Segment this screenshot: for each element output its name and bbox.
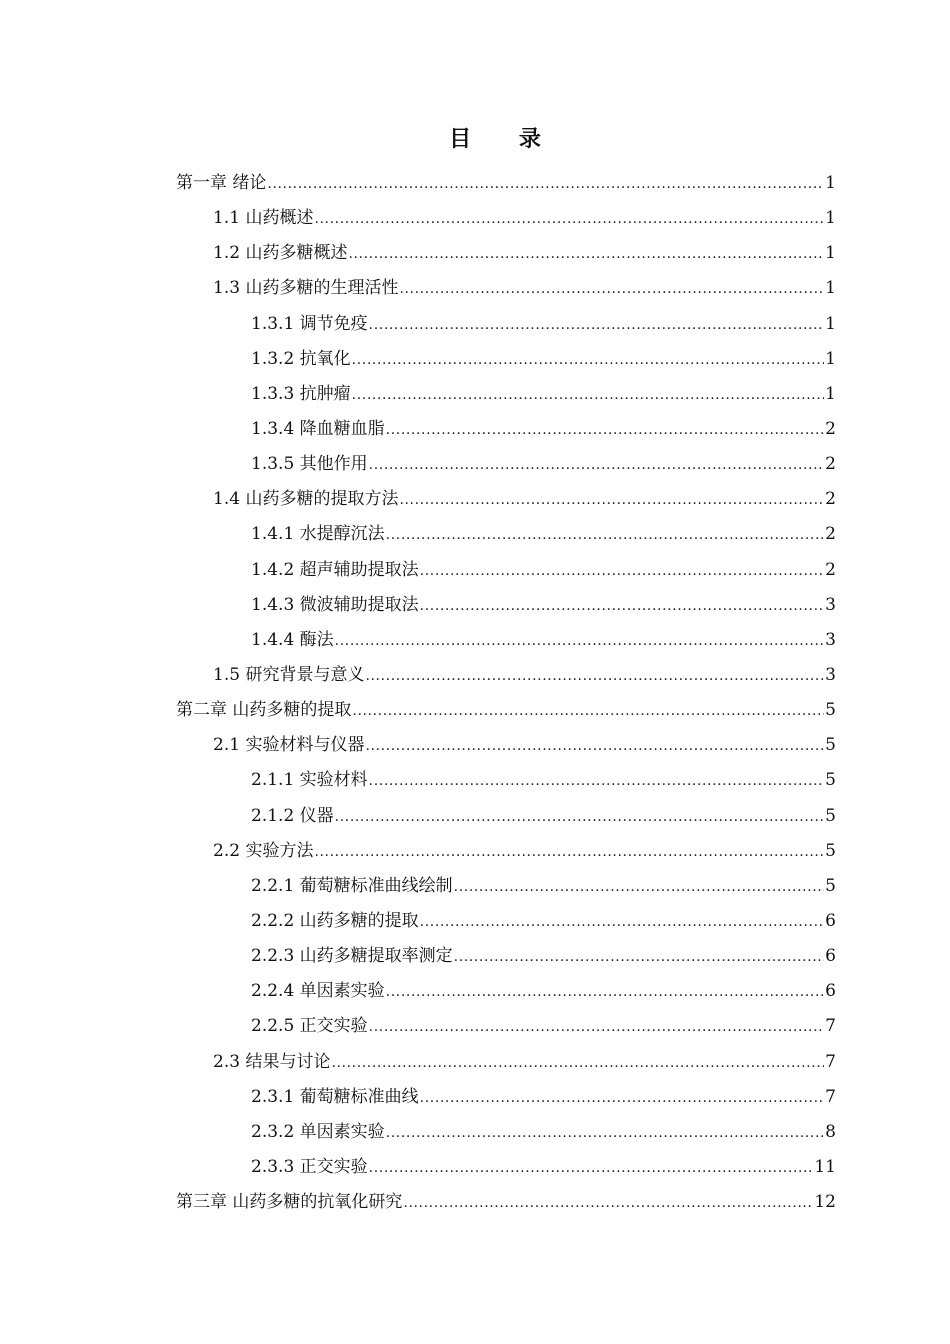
toc-entry-page-number: 2 — [825, 418, 836, 439]
dot-leader — [369, 1010, 825, 1045]
toc-entry[interactable] — [176, 658, 836, 693]
toc-entry[interactable] — [176, 412, 836, 447]
dot-leader — [365, 729, 824, 764]
toc-entry-label: 2.3.3 正交实验 — [251, 1156, 368, 1177]
toc-entry-page-number: 1 — [825, 313, 836, 334]
dot-leader — [365, 659, 824, 694]
toc-entry-label: 1.5 研究背景与意义 — [213, 664, 365, 685]
toc-entry-page-number: 5 — [825, 805, 836, 826]
toc-entry-page-number: 1 — [825, 278, 836, 299]
toc-entry[interactable] — [176, 271, 836, 306]
toc-entry-page-number: 5 — [825, 770, 836, 791]
toc-entry-page-number: 1 — [825, 348, 836, 369]
toc-entry-label: 1.4.4 酶法 — [251, 629, 334, 650]
dot-leader — [369, 1151, 814, 1186]
dot-leader — [369, 764, 825, 799]
toc-entry[interactable] — [176, 517, 836, 552]
dot-leader — [420, 905, 825, 940]
dot-leader — [352, 343, 825, 378]
toc-entry-page-number: 6 — [825, 946, 836, 967]
toc-entry-page-number: 3 — [825, 594, 836, 615]
toc-entry[interactable] — [176, 904, 836, 939]
toc-entry[interactable] — [176, 588, 836, 623]
toc-entry[interactable] — [176, 1185, 836, 1220]
dot-leader — [399, 483, 824, 518]
dot-leader — [420, 589, 825, 624]
toc-entry-page-number: 3 — [825, 664, 836, 685]
toc-entry-page-number: 12 — [814, 1192, 836, 1213]
toc-entry-label: 2.3.2 单因素实验 — [251, 1121, 385, 1142]
toc-entry-label: 1.3.3 抗肿瘤 — [251, 383, 351, 404]
toc-entry-label: 2.2.1 葡萄糖标准曲线绘制 — [251, 875, 453, 896]
toc-entry[interactable] — [176, 201, 836, 236]
toc-entry-page-number: 2 — [825, 524, 836, 545]
toc-entry-page-number: 5 — [825, 840, 836, 861]
dot-leader — [335, 800, 825, 835]
dot-leader — [454, 940, 825, 975]
dot-leader — [369, 448, 825, 483]
toc-entry-label: 2.3 结果与讨论 — [213, 1051, 331, 1072]
toc-entry-label: 1.3 山药多糖的生理活性 — [213, 278, 399, 299]
dot-leader — [267, 167, 824, 202]
toc-entry[interactable] — [176, 342, 836, 377]
toc-entry[interactable] — [176, 482, 836, 517]
toc-entry-page-number: 1 — [825, 208, 836, 229]
toc-entry[interactable] — [176, 236, 836, 271]
toc-entry-label: 1.4 山药多糖的提取方法 — [213, 489, 399, 510]
toc-entry-page-number: 2 — [825, 559, 836, 580]
dot-leader — [386, 975, 825, 1010]
toc-entry[interactable] — [176, 834, 836, 869]
dot-leader — [369, 308, 825, 343]
toc-entry-page-number: 2 — [825, 454, 836, 475]
toc-entry[interactable] — [176, 728, 836, 763]
toc-entry-label: 1.4.2 超声辅助提取法 — [251, 559, 419, 580]
dot-leader — [331, 1046, 824, 1081]
dot-leader — [454, 870, 825, 905]
dot-leader — [420, 1081, 825, 1116]
toc-entry-label: 第一章 绪论 — [176, 173, 267, 193]
toc-entry-page-number: 2 — [825, 489, 836, 510]
toc-entry-label: 第二章 山药多糖的提取 — [176, 700, 352, 721]
dot-leader — [386, 518, 825, 553]
dot-leader — [403, 1186, 813, 1221]
toc-entry-page-number: 7 — [825, 1086, 836, 1107]
toc-entry[interactable] — [176, 1115, 836, 1150]
dot-leader — [335, 624, 825, 659]
toc-entry-page-number: 5 — [825, 700, 836, 721]
toc-entry[interactable] — [176, 447, 836, 482]
toc-entry-label: 2.1.1 实验材料 — [251, 770, 368, 791]
toc-entry[interactable] — [176, 799, 836, 834]
toc-entry-label: 2.2.2 山药多糖的提取 — [251, 910, 419, 931]
toc-entry[interactable] — [176, 763, 836, 798]
toc-entry-label: 1.4.3 微波辅助提取法 — [251, 594, 419, 615]
dot-leader — [386, 413, 825, 448]
toc-entry[interactable] — [176, 623, 836, 658]
toc-entry-page-number: 1 — [825, 383, 836, 404]
toc-entry-page-number: 1 — [825, 243, 836, 264]
dot-leader — [348, 237, 824, 272]
toc-entry-page-number: 8 — [825, 1121, 836, 1142]
dot-leader — [399, 272, 824, 307]
toc-entry-page-number: 7 — [825, 1016, 836, 1037]
toc-entry-label: 1.4.1 水提醇沉法 — [251, 524, 385, 545]
page-title: 目 录 — [449, 127, 561, 152]
toc-entry[interactable] — [176, 307, 836, 342]
toc-entry-page-number: 1 — [825, 173, 836, 193]
dot-leader — [386, 1116, 825, 1151]
toc-entry-label: 2.2 实验方法 — [213, 840, 314, 861]
toc-entry-page-number: 7 — [825, 1051, 836, 1072]
toc-entry-label: 1.3.4 降血糖血脂 — [251, 418, 385, 439]
toc-entry-page-number: 11 — [814, 1156, 836, 1177]
toc-entry-page-number: 6 — [825, 981, 836, 1002]
toc-entry[interactable] — [176, 1080, 836, 1115]
toc-entry-label: 2.2.3 山药多糖提取率测定 — [251, 946, 453, 967]
toc-entry[interactable] — [176, 553, 836, 588]
toc-entry-label: 1.3.5 其他作用 — [251, 454, 368, 475]
dot-leader — [420, 554, 825, 589]
dot-leader — [314, 202, 824, 237]
toc-entry-page-number: 5 — [825, 875, 836, 896]
toc-entry[interactable] — [176, 974, 836, 1009]
toc-entry-label: 第三章 山药多糖的抗氧化研究 — [176, 1192, 403, 1213]
toc-entry[interactable] — [176, 377, 836, 412]
toc-entry-label: 2.2.4 单因素实验 — [251, 981, 385, 1002]
toc-entry[interactable] — [176, 1150, 836, 1185]
toc-entry-label: 1.2 山药多糖概述 — [213, 243, 348, 264]
toc-entry[interactable] — [176, 693, 836, 728]
toc-entry-page-number: 6 — [825, 910, 836, 931]
toc-entry-label: 2.1.2 仪器 — [251, 805, 334, 826]
toc-entry[interactable] — [176, 1009, 836, 1044]
dot-leader — [352, 378, 825, 413]
toc-entry-label: 2.1 实验材料与仪器 — [213, 735, 365, 756]
toc-entry[interactable] — [176, 166, 836, 201]
toc-entry-label: 1.1 山药概述 — [213, 208, 314, 229]
toc-entry-label: 2.3.1 葡萄糖标准曲线 — [251, 1086, 419, 1107]
toc-entry[interactable] — [176, 869, 836, 904]
dot-leader — [314, 835, 824, 870]
toc-entry[interactable] — [176, 1045, 836, 1080]
toc-entry-label: 2.2.5 正交实验 — [251, 1016, 368, 1037]
toc-entry-label: 1.3.2 抗氧化 — [251, 348, 351, 369]
toc-entry-label: 1.3.1 调节免疫 — [251, 313, 368, 334]
toc-entry[interactable] — [176, 939, 836, 974]
toc-entry-page-number: 5 — [825, 735, 836, 756]
toc-entry-page-number: 3 — [825, 629, 836, 650]
table-of-contents — [176, 166, 836, 1220]
dot-leader — [352, 694, 824, 729]
